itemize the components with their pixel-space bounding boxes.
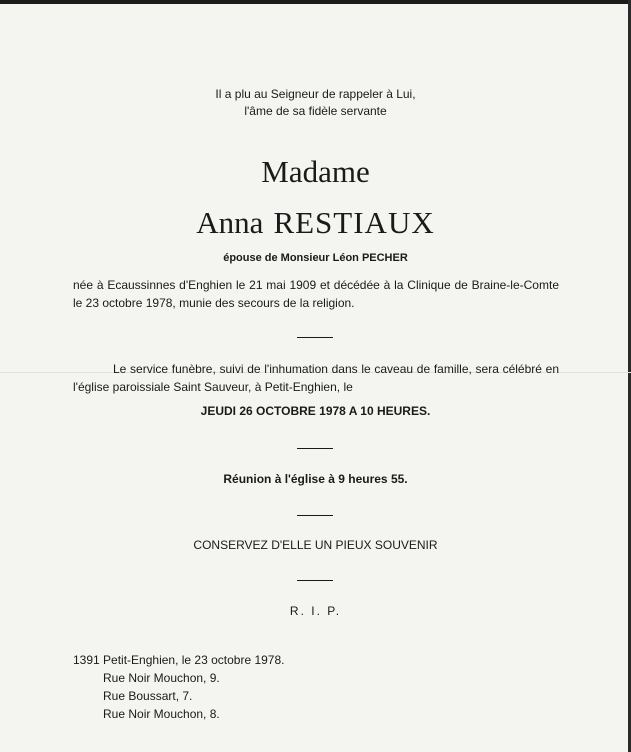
divider-rule-1 — [297, 337, 333, 338]
addresses-block — [73, 651, 285, 723]
deceased-surname: RESTIAUX — [273, 205, 435, 240]
address-line-2: Rue Noir Mouchon, 9. — [103, 671, 220, 685]
rip-text: R. I. P. — [289, 604, 342, 618]
service-datetime: JEUDI 26 OCTOBRE 1978 A 10 HEURES. — [200, 404, 431, 418]
intro-line-2: l'âme de sa fidèle servante — [244, 104, 387, 118]
divider-rule-2 — [297, 448, 333, 449]
address-line-3: Rue Boussart, 7. — [103, 689, 193, 703]
keep-memory-text: CONSERVEZ D'ELLE UN PIEUX SOUVENIR — [193, 538, 438, 552]
divider-rule-3 — [297, 515, 333, 516]
divider-rule-4 — [297, 580, 333, 581]
service-paragraph: Le service funèbre, suivi de l'inhumation dans le caveau de famille, sera célébré en l'église paroissiale Saint Sauveur, à Petit-Enghien, le — [73, 362, 559, 394]
birth-death-paragraph: née à Ecaussinnes d'Enghien le 21 mai 1909 et décédée à la Clinique de Braine-le-Comte le 23 octobre 1978, munie des secours de la religion. — [73, 278, 559, 310]
intro-line-1: Il a plu au Seigneur de rappeler à Lui, — [215, 87, 416, 101]
deceased-first-name: Anna — [196, 205, 264, 240]
meeting-time: Réunion à l'église à 9 heures 55. — [223, 472, 408, 486]
deceased-name — [0, 205, 631, 241]
spouse-line: épouse de Monsieur Léon PECHER — [223, 252, 408, 264]
address-line-4: Rue Noir Mouchon, 8. — [103, 707, 220, 721]
address-line-1: 1391 Petit-Enghien, le 23 octobre 1978. — [73, 653, 285, 667]
deceased-title: Madame — [261, 154, 370, 189]
top-edge-border — [0, 0, 631, 4]
intro-text — [0, 86, 631, 120]
